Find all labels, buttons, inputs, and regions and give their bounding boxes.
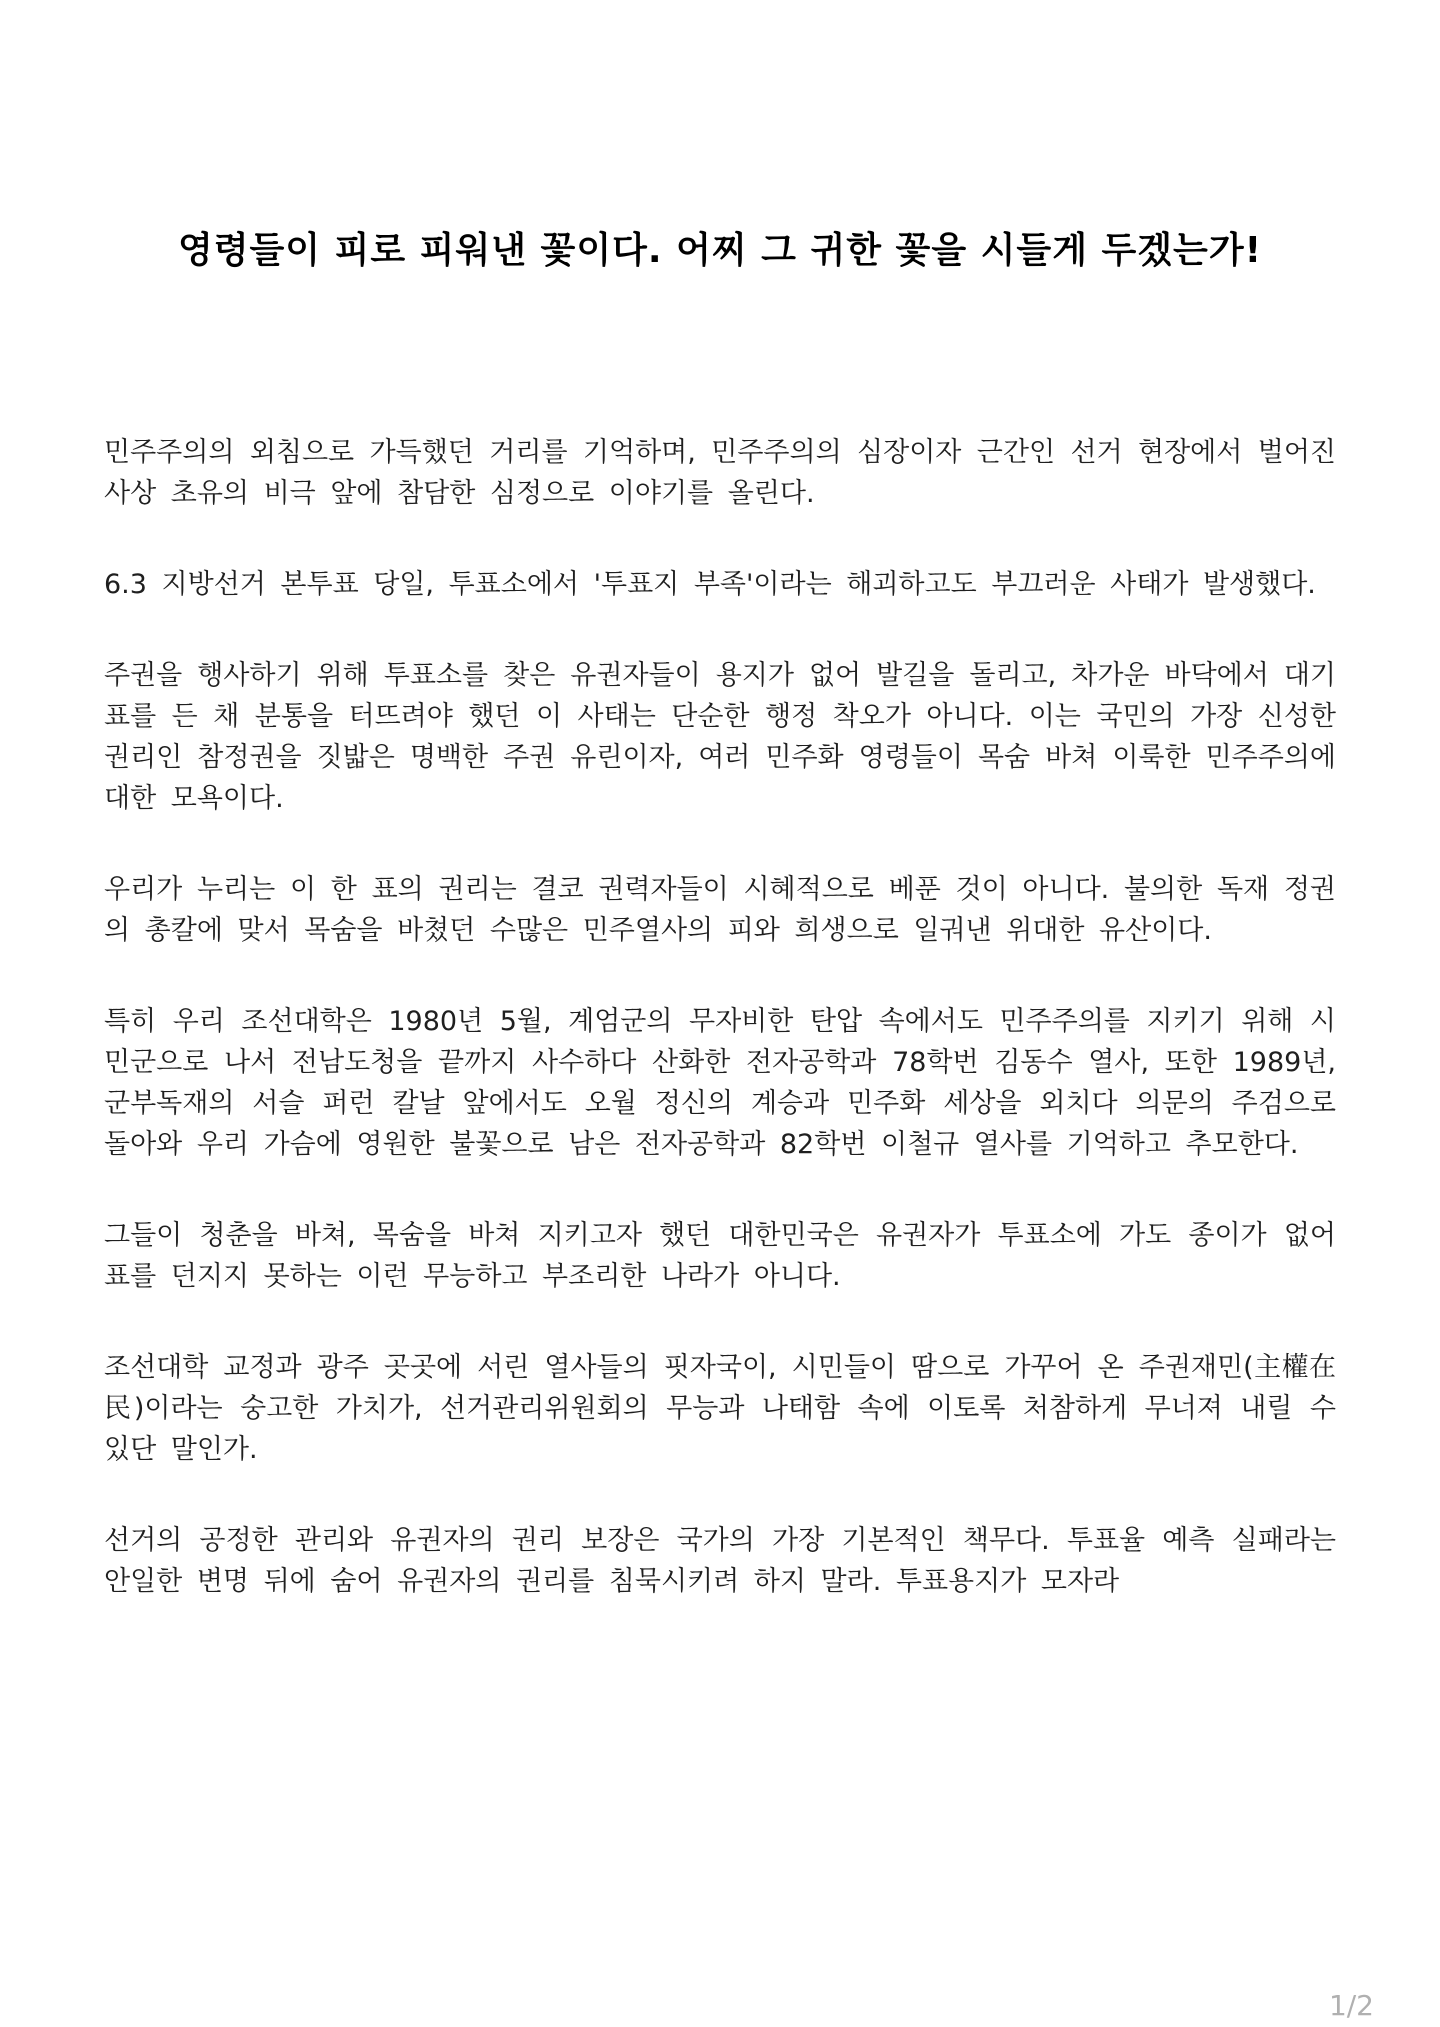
paragraph-3: 주권을 행사하기 위해 투표소를 찾은 유권자들이 용지가 없어 발길을 돌리고, 차가운 바닥에서 대기표를 든 채 분통을 터뜨려야 했던 이 사태는 단순한 행정 착오가 아니다. 이는 국민의 가장 신성한 권리인 참정권을 짓밟은 명백한 주권 유린이자, 여러 민주화 영령들이 목숨 바쳐 이룩한 민주주의에 대한 모욕이다.: [104, 660, 1336, 814]
paragraph-7: 조선대학 교정과 광주 곳곳에 서린 열사들의 핏자국이, 시민들이 땀으로 가꾸어 온 주권재민(主權在民)이라는 숭고한 가치가, 선거관리위원회의 무능과 나태함 속에 이토록 처참하게 무너져 내릴 수 있단 말인가.: [104, 1352, 1336, 1465]
document-title: 영령들이 피로 피워낸 꽃이다. 어찌 그 귀한 꽃을 시들게 두겠는가!: [177, 230, 1263, 271]
paragraph-1: 민주주의의 외침으로 가득했던 거리를 기억하며, 민주주의의 심장이자 근간인 선거 현장에서 벌어진 사상 초유의 비극 앞에 참담한 심정으로 이야기를 올린다.: [104, 437, 1336, 509]
paragraph-4: 우리가 누리는 이 한 표의 권리는 결코 권력자들이 시혜적으로 베푼 것이 아니다. 불의한 독재 정권의 총칼에 맞서 목숨을 바쳤던 수많은 민주열사의 피와 희생으로 일궈낸 위대한 유산이다.: [104, 874, 1336, 946]
paragraph-8: 선거의 공정한 관리와 유권자의 권리 보장은 국가의 가장 기본적인 책무다. 투표율 예측 실패라는 안일한 변명 뒤에 숨어 유권자의 권리를 침묵시키려 하지 말라. 투표용지가 모자라: [104, 1525, 1336, 1597]
paragraph-6: 그들이 청춘을 바쳐, 목숨을 바쳐 지키고자 했던 대한민국은 유권자가 투표소에 가도 종이가 없어 표를 던지지 못하는 이런 무능하고 부조리한 나라가 아니다.: [104, 1220, 1336, 1292]
paragraph-5: 특히 우리 조선대학은 1980년 5월, 계엄군의 무자비한 탄압 속에서도 민주주의를 지키기 위해 시민군으로 나서 전남도청을 끝까지 사수하다 산화한 전자공학과 78학번 김동수 열사, 또한 1989년, 군부독재의 서슬 퍼런 칼날 앞에서도 오월 정신의 계승과 민주화 세상을 외치다 의문의 주검으로 돌아와 우리 가슴에 영원한 불꽃으로 남은 전자공학과 82학번 이철규 열사를 기억하고 추모한다.: [104, 1006, 1336, 1160]
document-body: [104, 432, 1336, 1652]
paragraph-2: 6.3 지방선거 본투표 당일, 투표소에서 '투표지 부족'이라는 해괴하고도 부끄러운 사태가 발생했다.: [104, 569, 1316, 600]
page-number: 1/2: [1328, 1989, 1374, 2022]
